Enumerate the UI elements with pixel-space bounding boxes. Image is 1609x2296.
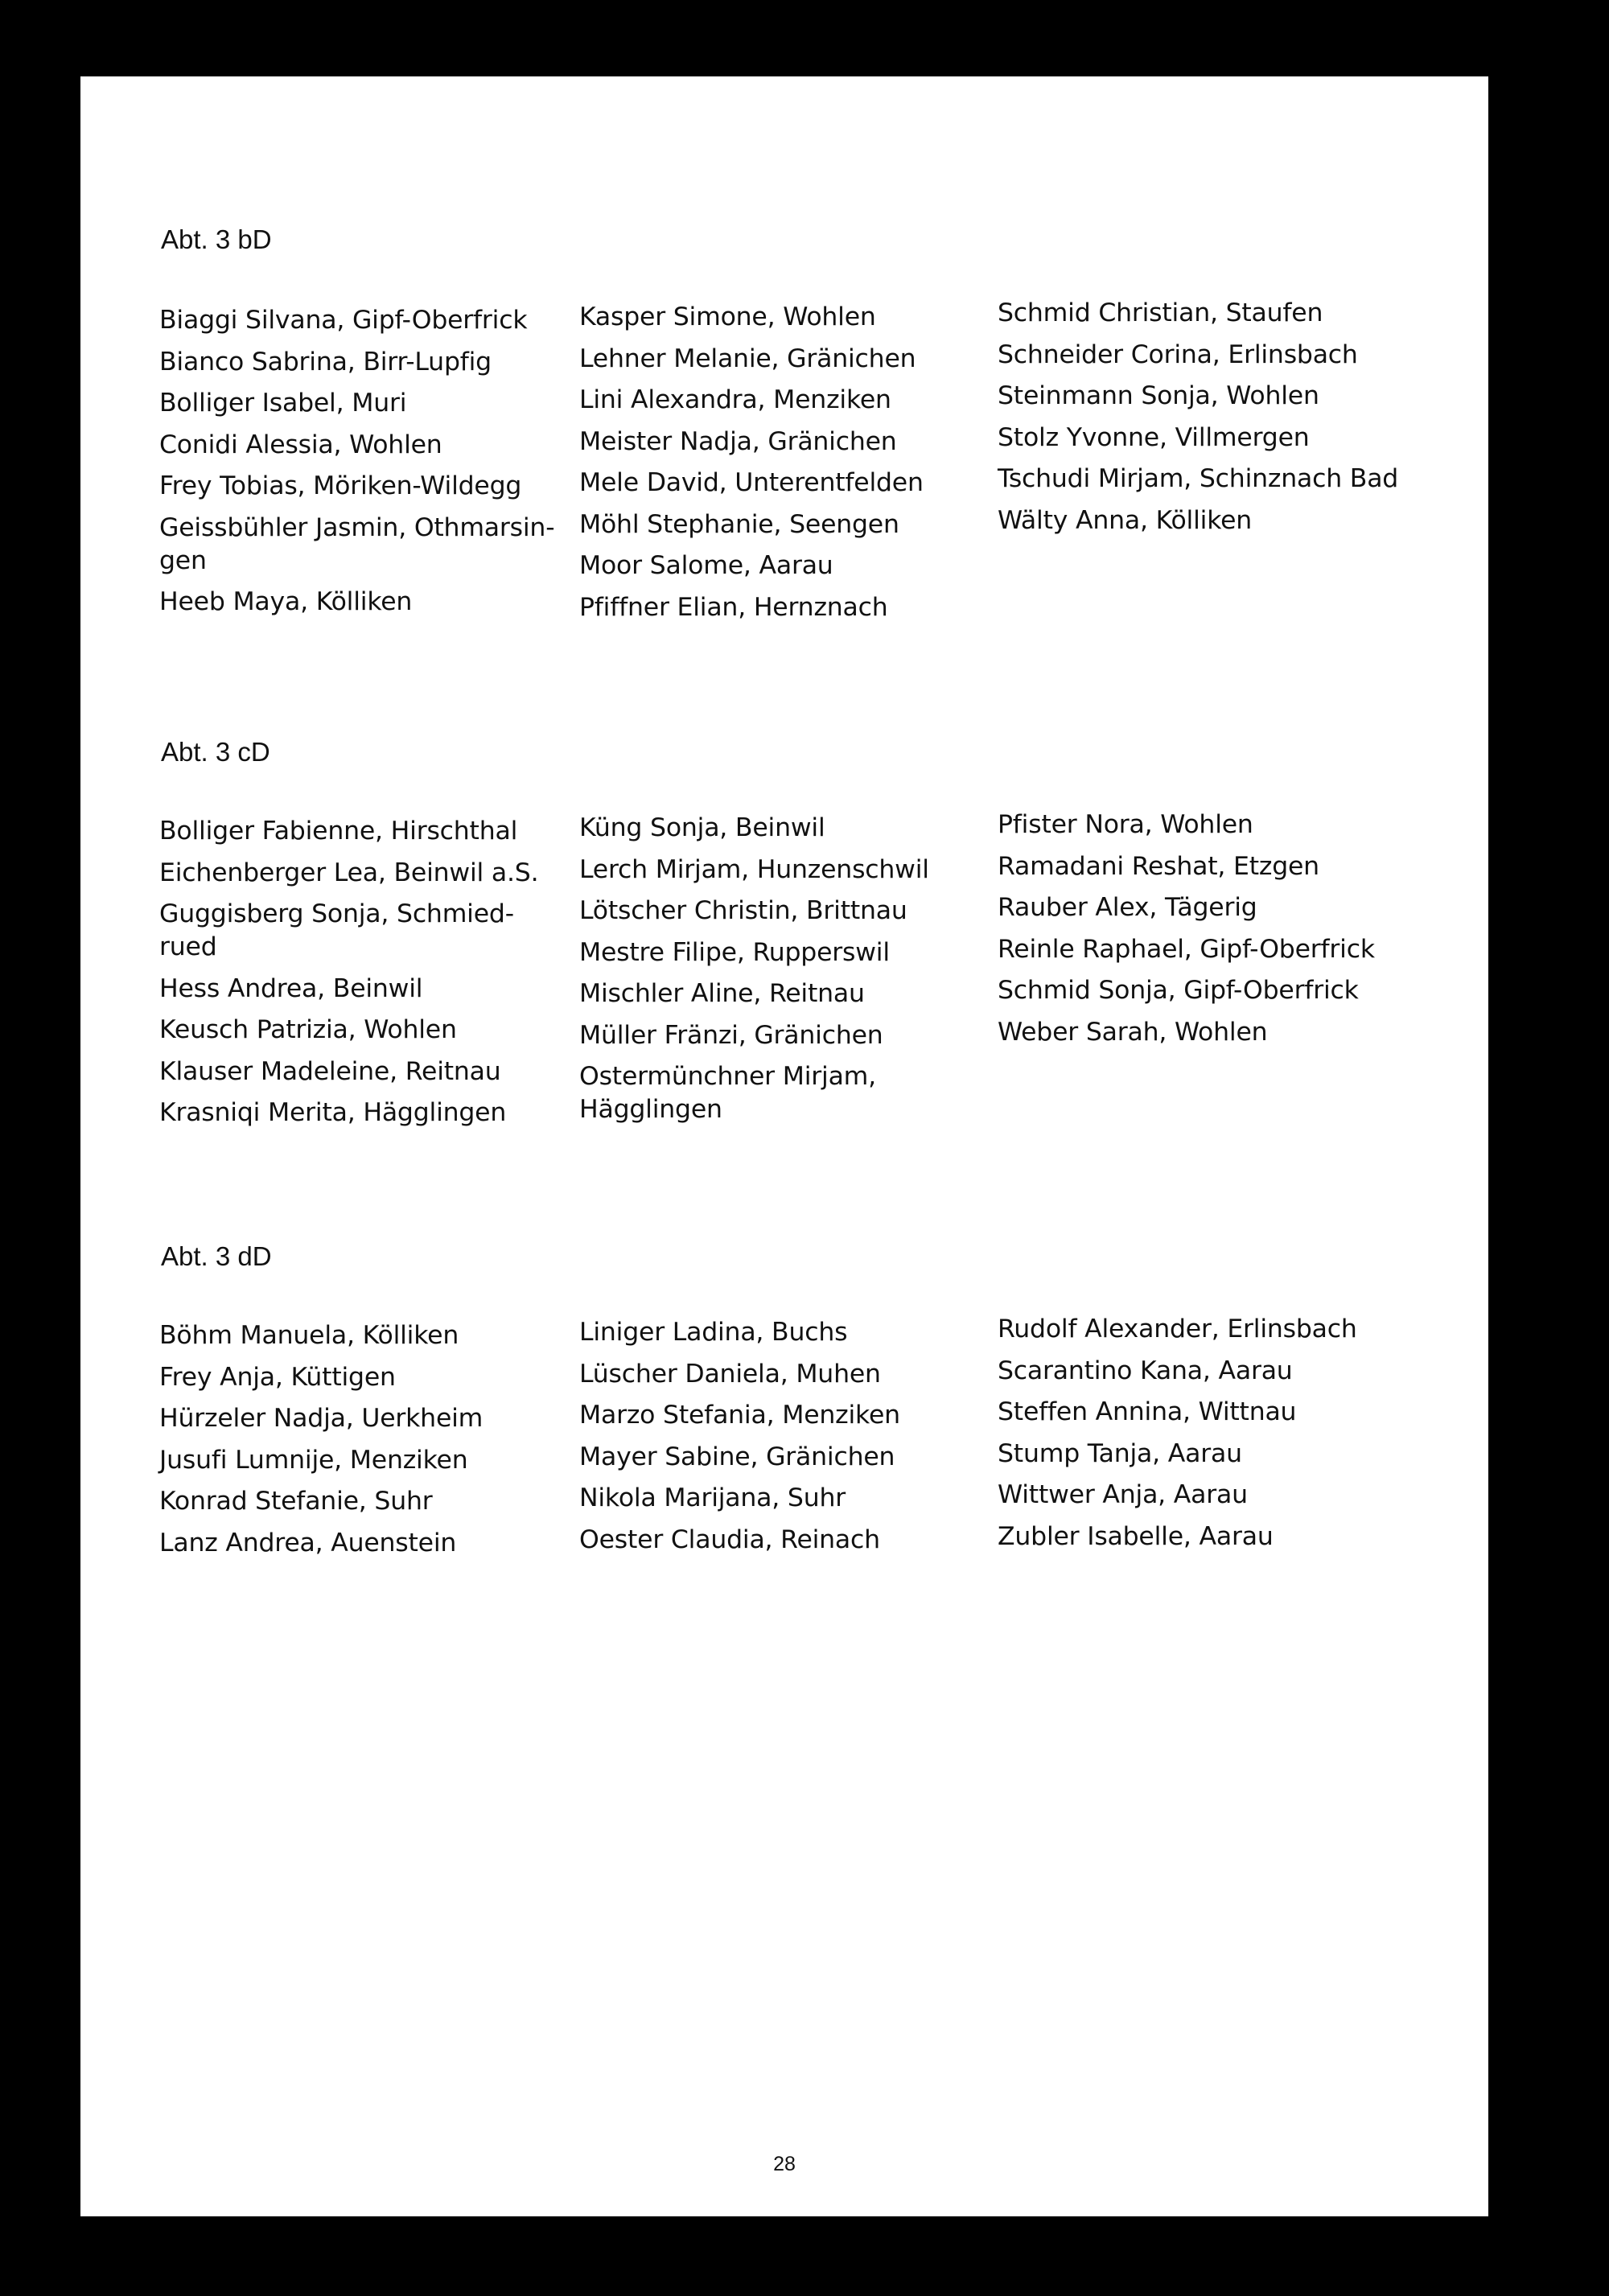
list-item: Schneider Corina, Erlinsbach <box>998 339 1358 369</box>
list-item: Steinmann Sonja, Wohlen <box>998 381 1319 410</box>
list-item: Liniger Ladina, Buchs <box>579 1318 848 1347</box>
list-item: Lehner Melanie, Gränichen <box>579 344 916 373</box>
list-item: Tschudi Mirjam, Schinznach Bad <box>998 464 1399 493</box>
list-item: Moor Salome, Aarau <box>579 551 833 580</box>
list-item: Wittwer Anja, Aarau <box>998 1480 1248 1509</box>
list-item: Keusch Patrizia, Wohlen <box>159 1015 457 1044</box>
list-item: Lüscher Daniela, Muhen <box>579 1359 881 1389</box>
list-item: Reinle Raphael, Gipf-Oberfrick <box>998 934 1375 964</box>
list-item: Lanz Andrea, Auenstein <box>159 1528 457 1557</box>
name-column-3 <box>998 809 1400 1057</box>
name-column-2 <box>579 301 981 632</box>
list-item: Konrad Stefanie, Suhr <box>159 1487 433 1516</box>
list-item: Steffen Annina, Wittnau <box>998 1397 1297 1426</box>
name-column-1 <box>159 815 562 1138</box>
list-item: Rauber Alex, Tägerig <box>998 893 1257 922</box>
list-item: Hürzeler Nadja, Uerkheim <box>159 1404 484 1433</box>
document-page <box>80 76 1488 2216</box>
name-column-3 <box>998 1313 1400 1562</box>
list-item: Mischler Aline, Reitnau <box>579 979 865 1008</box>
list-item: Schmid Sonja, Gipf-Oberfrick <box>998 976 1359 1005</box>
list-item: Oester Claudia, Reinach <box>579 1524 880 1554</box>
list-item: Bolliger Isabel, Muri <box>159 389 407 418</box>
list-item: Lerch Mirjam, Hunzenschwil <box>579 854 929 884</box>
list-item: Pfister Nora, Wohlen <box>998 810 1253 839</box>
list-item: Böhm Manuela, Kölliken <box>159 1321 459 1350</box>
section-heading: Abt. 3 bD <box>161 224 272 254</box>
list-item: Möhl Stephanie, Seengen <box>579 509 899 539</box>
name-column-1 <box>159 1319 562 1568</box>
list-item: Lötscher Christin, Brittnau <box>579 896 907 925</box>
list-item: Biaggi Silvana, Gipf-Oberfrick <box>159 306 528 335</box>
list-item: Bianco Sabrina, Birr-Lupfig <box>159 347 492 376</box>
list-item: Mayer Sabine, Gränichen <box>579 1442 895 1471</box>
list-item: Wälty Anna, Kölliken <box>998 505 1253 535</box>
list-item: Lini Alexandra, Menziken <box>579 385 891 414</box>
list-item: Stolz Yvonne, Villmergen <box>998 422 1310 452</box>
list-item: Ramadani Reshat, Etzgen <box>998 851 1319 881</box>
list-item: Weber Sarah, Wohlen <box>998 1017 1268 1047</box>
name-column-2 <box>579 1316 981 1565</box>
name-column-3 <box>998 297 1400 545</box>
section-heading: Abt. 3 cD <box>161 737 270 767</box>
list-item: Bolliger Fabienne, Hirschthal <box>159 817 518 846</box>
list-item: Küng Sonja, Beinwil <box>579 813 825 842</box>
list-item: Jusufi Lumnije, Menziken <box>159 1445 468 1475</box>
list-item: Marzo Stefania, Menziken <box>579 1401 900 1430</box>
list-item: Klauser Madeleine, Reitnau <box>159 1056 501 1086</box>
list-item: Nikola Marijana, Suhr <box>579 1483 846 1512</box>
list-item: Stump Tanja, Aarau <box>998 1438 1242 1468</box>
list-item: Schmid Christian, Staufen <box>998 298 1323 327</box>
list-item: Pfiffner Elian, Hernznach <box>579 592 888 622</box>
name-column-2 <box>579 812 981 1135</box>
list-item: Heeb Maya, Kölliken <box>159 587 413 616</box>
list-item: Scarantino Kana, Aarau <box>998 1356 1293 1385</box>
list-item: Conidi Alessia, Wohlen <box>159 430 442 459</box>
list-item: Eichenberger Lea, Beinwil a.S. <box>159 858 539 887</box>
list-item: Frey Tobias, Möriken-Wildegg <box>159 471 522 500</box>
list-item: Krasniqi Merita, Hägglingen <box>159 1098 507 1127</box>
list-item: Ostermünchner Mirjam, Hägglingen <box>579 1062 876 1124</box>
list-item: Zubler Isabelle, Aarau <box>998 1521 1274 1551</box>
list-item: Mestre Filipe, Rupperswil <box>579 937 890 967</box>
list-item: Meister Nadja, Gränichen <box>579 426 897 456</box>
list-item: Mele David, Unterentfelden <box>579 468 924 497</box>
list-item: Hess Andrea, Beinwil <box>159 973 423 1003</box>
list-item: Frey Anja, Küttigen <box>159 1362 396 1392</box>
list-item: Geissbühler Jasmin, Othmarsin- gen <box>159 512 555 575</box>
section-heading: Abt. 3 dD <box>161 1241 272 1271</box>
list-item: Kasper Simone, Wohlen <box>579 302 876 331</box>
page-number: 28 <box>773 2153 796 2175</box>
list-item: Müller Fränzi, Gränichen <box>579 1020 883 1050</box>
list-item: Rudolf Alexander, Erlinsbach <box>998 1315 1357 1343</box>
list-item: Guggisberg Sonja, Schmied- rued <box>159 899 514 961</box>
name-column-1 <box>159 304 562 627</box>
